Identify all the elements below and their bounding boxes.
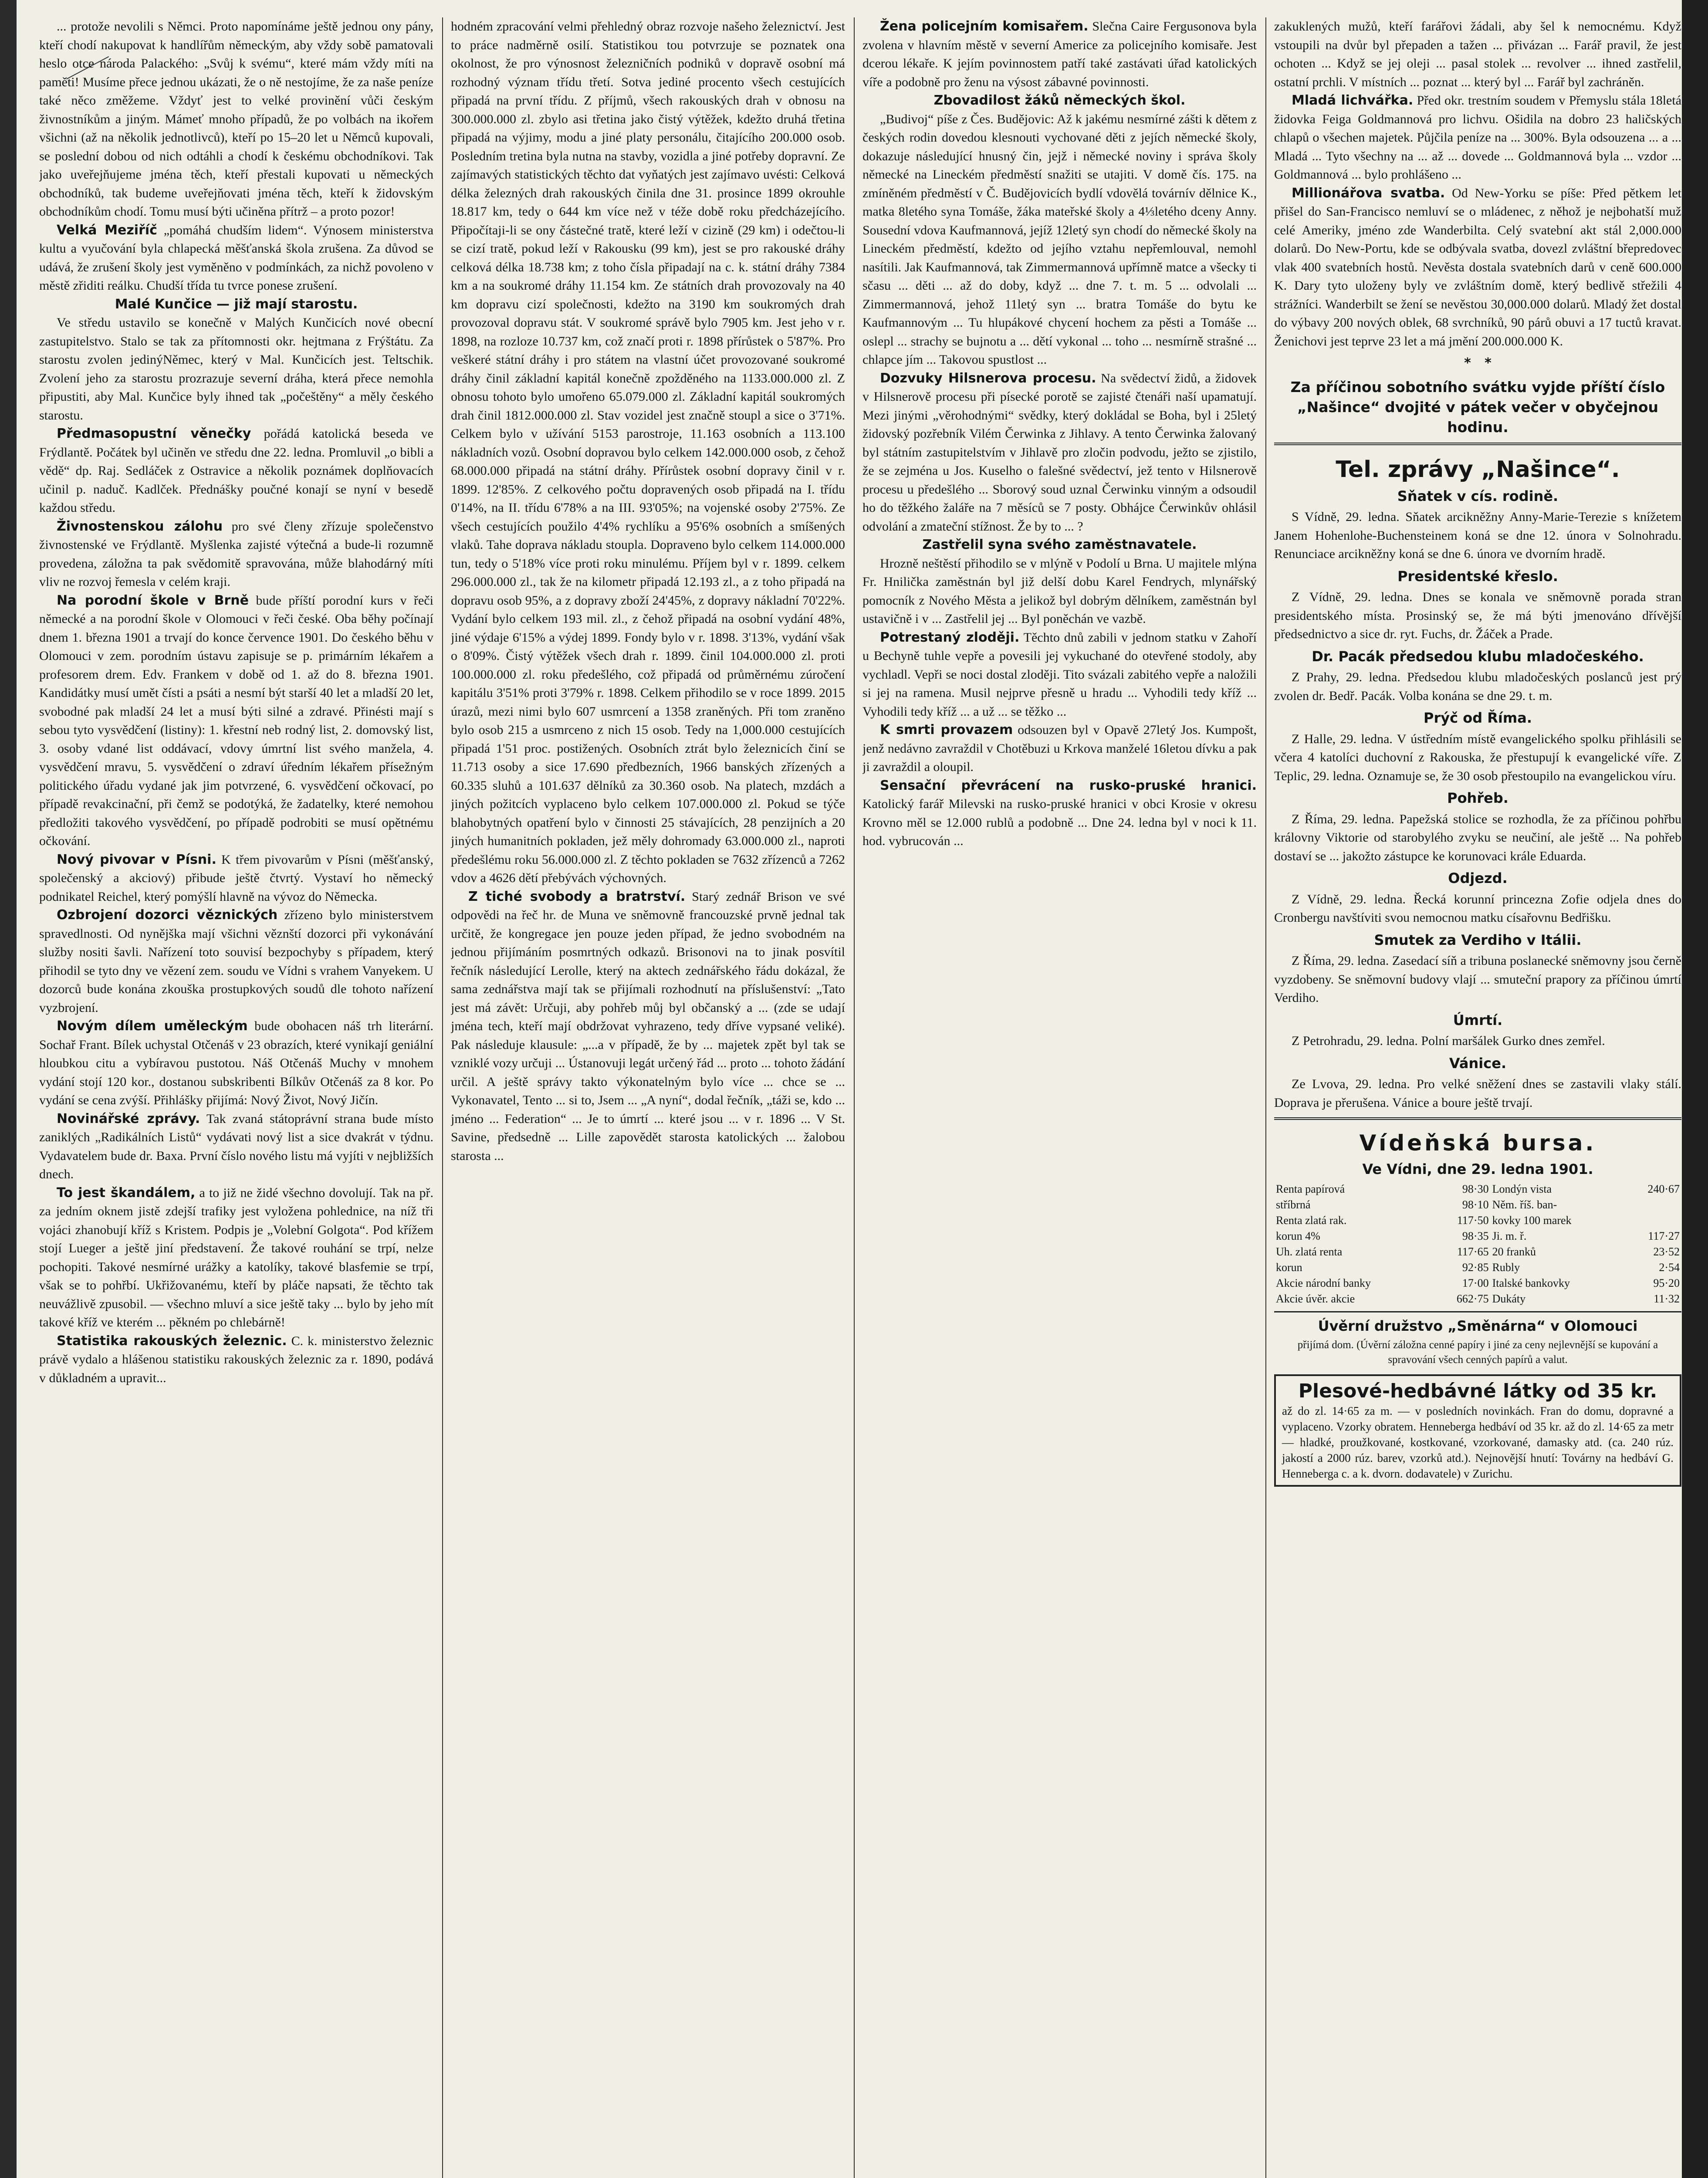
bourse-value: 23·52 [1653,1245,1680,1258]
bourse-row [1274,1181,1681,1197]
article-text: Na svědectví židů, a židovek v Hilsnerově procesu při písecké porotě se zajisté čtenáři naší upamatují. Mezi jinými „věrohodnými“ svědky, který dokládal se Boha, byl i 25letý židovský pozřebník Vilém Čerwinka z Jihlavy. A tento Čerwinka žalovaný byl státním zastupitelstvím v Jihlavě pro zločin podvodu, ježto se zjistilo, že se zejména u Jos. Kuselho o falešné svědectví, jež tento v Hilsnerově procesu u předešlého ... Sborový soud uznal Čerwinku vinným a odsoudil ho do těžkého žaláře na 7 měsíců se 7 posty. Obhájce Čerwinkův ohlásil odvolání a zmateční stížnost. Že by to ... ? [862,371,1257,534]
article-text: odsouzen byl v Opavě 27letý Jos. Kumpošt, jenž nedávno zavraždil v Chotěbuzi u Krkova manželé 16letou dívku a pak ji zavraždil a oloupil. [862,723,1257,774]
article [39,906,433,1017]
article-heading: Předmasopustní věnečky [57,426,251,441]
column-3 [862,17,1257,2178]
article [862,721,1257,777]
bourse-label: Akcie národní banky [1276,1276,1371,1289]
telegram-text: Z Říma, 29. ledna. Zasedací síň a tribuna poslanecké sněmovny jsou černě vyzdobeny. Se sněmovní budovy vlají ... smuteční prapory za příčinou úmrtí Verdiho. [1274,954,1681,1005]
bourse-value: 662·75 [1456,1292,1489,1305]
bourse-row [1274,1275,1681,1291]
bourse-row [1274,1197,1681,1213]
article-heading: Nový pivovar v Písni. [57,852,216,867]
article-text: pořádá katolická beseda ve Frýdlantě. Počátek byl učiněn ve středu dne 22. ledna. Promluvil „o bibli a vědě“ dp. Raj. Sedláček z Ostravice a několik poznámek doplňovacích učinil p. naduč. Kadlček. Přednášky poučné konají se nyní v besedě každou středu. [39,426,433,515]
article-heading: Živnostenskou zálohu [57,518,223,534]
bourse-value: 240·67 [1647,1182,1680,1195]
bourse-value: 117·27 [1648,1229,1680,1242]
article-text: K třem pivovarům v Písni (měšťanský, společenský a akciový) přibude ještě čtvrtý. Vystaví ho německý podnikatel Reichel, který pomýšlí hlavně na vývoz do Německa. [39,852,433,904]
bourse-table [1274,1181,1681,1307]
telegram-text: Z Vídně, 29. ledna. Dnes se konala ve sněmovně porada stran presidentského místa. Prosinský se, že má býti jmenováno dřívější předsednictvo a sice dr. ryt. Fuchs, dr. Žáček a Prade. [1274,590,1681,641]
article [1274,91,1681,184]
article-heading: K smrti provazem [880,722,1013,737]
bourse-label: Ji. m. ř. [1492,1229,1527,1242]
bourse-label: Něm. říš. ban- [1492,1198,1557,1211]
bourse-value: 98·10 [1462,1198,1489,1211]
article-text: Katolický farář Milevski na rusko-pruské hranici v obci Krosie v okresu Krovno měl se 12.000 rublů a podobně ... Dne 24. ledna byl v noci k 11. hod. vybrucován ... [862,797,1257,848]
article-text: bude příští porodní kurs v řeči německé a na porodní škole v Olomouci v řeči české. Oba běhy počínají dnem 1. března 1901 a trvají do konce července 1901. Do českého běhu v Olomouci v zem. porodním ústavu zapisuje se p. primárním lékařem a profesorem drem. Edv. Frankem v době od 1. až do 8. března 1901. Kandidátky musí umět čísti a psáti a nesmí být starší 40 let a mladší 20 let, svobodné pak mladší 24 let a musí býti silné a zdravé. Přinésti mají s sebou tyto vysvědčení (listiny): 1. křestní neb rodný list, 2. domovský list, 3. osoby vdané list oddávací, vdovy úmrtní list svého manžela, 4. vysvědčení mravu, 5. vysvědčení o zdraví úředním lékařem přísežným politického úřadu vydané jak jim potvrzené, 6. vysvědčení očkovací, po případě revakcinační, při čemž se podotýká, že žadatelky, které nemohou předložiti takového vysvědčení, po případě podrobiti se musí opětnému očkování. [39,593,433,848]
telegram-text: Ze Lvova, 29. ledna. Pro velké sněžení dnes se zastavili vlaky stálí. Doprava je přerušena. Vánice a boure ještě trvají. [1274,1077,1681,1110]
article-heading: Potrestaný zloději. [880,629,1020,645]
bourse-value: 117·50 [1457,1214,1489,1227]
article-text: C. k. ministerstvo železnic právě vydalo a hlášenou statistiku rakouských železnic za r. 1890, podává v důkladném a upravit... [39,1333,433,1385]
column-2 [451,17,845,2178]
bourse-row [1274,1213,1681,1228]
bourse-value: 11·32 [1654,1292,1680,1305]
bourse-label: Renta papírová [1276,1182,1345,1195]
telegram-text: Z Petrohradu, 29. ledna. Polní maršálek Gurko dnes zemřel. [1292,1034,1605,1048]
scan-left-edge [0,0,17,2178]
column-1 [39,17,433,2178]
article-text: Ve středu ustavilo se konečně v Malých Kunčicích nové obecní zastupitelstvo. Stalo se tak za přítomnosti okr. hejtmana z Frýštátu. Za starostu zvolen jedinýNěmec, který v Mal. Kunčicích jest. Teltschik. Zvolení jeho za starostu prozrazuje severní dráha, která přece nemohla připustiti, aby Mal. Kunčice byly ihned tak „počeštěny“ a měly českého starostu. [39,315,433,423]
article-heading: Zastřelil syna svého zaměstnavatele. [922,537,1197,552]
bourse-value: 2·54 [1659,1261,1680,1274]
article [39,1017,433,1110]
article [39,851,433,906]
bourse-label: Dukáty [1492,1292,1526,1305]
divider [1274,1311,1681,1312]
bourse-label: Renta zlatá rak. [1276,1214,1347,1227]
article-heading: Velká Meziříč [57,222,157,238]
bourse-label: 20 franků [1492,1245,1536,1258]
article-heading: Novým dílem uměleckým [57,1018,248,1034]
telegram-text: Z Prahy, 29. ledna. Předsedou klubu mladočeských poslanců jest prý zvolen dr. Bedř. Pacák. Volba konána se dne 29. t. m. [1274,670,1681,703]
bourse-value: 95·20 [1653,1276,1680,1289]
telegram-text: Z Říma, 29. ledna. Papežská stolice se rozhodla, že za příčinou pohřbu královny Viktorie od starobylého zvyku se neučiní, ale ještě ... Na pohřeb dostaví se ... jakožto zástupce ke korunovaci krále Eduarda. [1274,812,1681,863]
bourse-row [1274,1260,1681,1275]
bourse-value: 98·30 [1462,1182,1489,1195]
column-rule [854,17,855,2178]
separator-stars: * * [1464,355,1492,371]
article-heading: Z tiché svobody a bratrství. [468,889,686,904]
article-heading: Sensační převrácení na rusko-pruské hranici. [880,778,1257,793]
telegram-text: Z Vídně, 29. ledna. Řecká korunní princezna Zofie odjela dnes do Cronbergu navštíviti svou nemocnou matku císařovnu Bedřišku. [1274,892,1681,925]
bourse-label: kovky 100 marek [1492,1214,1572,1227]
article-heading: Ozbrojení dozorci věznických [57,907,278,923]
article-text: Těchto dnů zabili v jednom statku v Zahoří u Bechyně tuhle vepře a povesili jej vykuchané do otevřené stodoly, aby vychladl. Vepři se noci dostal zloději. Tito svázali zabitého vepře a naložili si jej na ramena. Musil nejprve přesně u hradu ... Vyhodili tedy kříž ... Vyhodili tedy kříž ... a už ... se těžko ... [862,630,1257,719]
columns [39,17,1681,2178]
bourse-label: korun [1276,1261,1302,1274]
bourse-value [1624,1197,1681,1213]
article-text: Od New-Yorku se píše: Před pětkem let přišel do San-Francisco nemluví se o mládenec, z něhož je nejbohatší muž celé Ameriky, jméno zde Wanderbilta. Celý svatební akt stál 2,000.000 dolarů. Do New-Portu, kde se odbývala svatba, dovezl zvláštní břepredovec vlak 400 svatebních hostů. Nevěsta dostala svatebních darů v ceně 600.000 K. Dary tyto uloženy byly ve zvláštním domě, který bedlivě střežili 4 strážníci. Wanderbilt se žení se nevěstou 30,000.000 dolarů. Mladý žet dostal do výbavy 200 nových oblek, 68 svrchníků, 90 párů obuvi a 17 tuctů kravat. Ženichovi jest teprve 23 let a má jmění 200.000.000 K. [1274,186,1681,348]
telegram-heading: Prýč od Říma. [1424,710,1532,726]
issue-notice: Za příčinou sobotního svátku vyjde příští číslo „Našince“ dvojité v pátek večer v obyčejnou hodinu. [1290,378,1665,436]
ad-title: Plesové-hedbávné látky od 35 kr. [1298,1380,1657,1402]
column-rule [1265,17,1266,2178]
article-text: „pomáhá chudším lidem“. Výnosem ministerstva kultu a vyučování byla chlapecká měšťanská škola zrušena. Za důvod se udává, že zrušení školy jest vyměněno v podmínkách, za nichž povoleno v městě zřiditi reálku. Chudší třída tu tvrce ponese zrušení. [39,223,433,293]
article-heading: Malé Kunčice — již mají starostu. [115,296,358,312]
article [39,1110,433,1184]
article-text: zřízeno bylo ministerstvem spravedlnosti. Od nynějška mají všichni věznští dozorci při vykonávání služby nositi šavli. Nařízení toto souvisí bezpochyby s případem, který přihodil se tyto dny ve vězení zem. soudu ve Vídni s vrahem Vanyekem. U dozorců bude konána zkouška prostupkových soudů dle tohoto nařízení vyzbrojení. [39,908,433,1015]
article-text: „Budivoj“ píše z Čes. Budějovic: Až k jakému nesmírné zášti k dětem z českých rodin dovedou klesnouti vychované děti z jejích německé školy, dokazuje následující hnusný čin, jejž i německé noviny i správa školy německé na Lineckém předměstí snažiti se utajiti. V domě čís. 175. na zmíněném předměstí v Č. Budějovicích bydlí vdovělá továrnív dělnice K., matka 8letého syna Tomáše, žáka mateřské školy a 4⅓letého dceny Anny. Sousední vdova Kaufmannová, jejíž 12letý syn chodí do německé školy na Lineckém předměstí, kdežto od jejího vztahu nepřemlouval, nemohl nasítili. Jak Kaufmannová, tak Zimmermannová upřímně matce a všecky ti sčasu ... děti ... až do doby, když ... dne 7. t. m. 5 ... odvolali ... Zimmermannová, jehož 11letý syn ... bratra Tomáše do bytu ke Kaufmannovým ... Tu hlupákové chycení hochem za pěsti a Tomáše ... oslepl ... strachy se bujnotu a ... dětí vykonal ... toho ... nesmírně strašné ... chlapce jím ... Takovou spustlost ... [862,112,1257,367]
article-heading: Dozvuky Hilsnerova procesu. [880,370,1096,386]
bourse-label: Italské bankovky [1492,1276,1570,1289]
credit-union-title: Úvěrní družstvo „Směnárna“ v Olomouci [1318,1317,1638,1334]
telegram-heading: Sňatek v cís. rodině. [1397,487,1559,504]
article-paragraph: ... protože nevolili s Němci. Proto napomínáme ještě jednou ony pány, kteří chodí nakupovat k handlířům německým, aby vždy sobě pamatovali heslo otce národa Palackého: „Svůj k svému“, které mám vždy míti na paměti! Musíme přece jednou ukázati, že o ně nestojíme, že za naše peníze také něco změžeme. Vždyť jest to velké provinění vůči českým živnostníkům a jiným. Mámeť mnoho případů, že po volbách na ikořem všichni (až na několik jednotlivců), kteří po 15–20 let u Němců kupovali, se poslední dobou od nich odtáhli a chodí k českému obchodníkovi. Tak jako uveřejňujeme jména těch, kteří přestali kupovati u německých obchodníků, tak budeme uveřejňovati jména těch, kteří k židovským obchodníkům chodí. Tomu musí býti učiněna přítrž – a proto pozor! [39,19,433,219]
bourse-row [1274,1228,1681,1244]
article [39,517,433,592]
credit-union-text: přijímá dom. (Úvěrní záložna cenné papíry i jiné za ceny nejlevnější se kupování a spravování všech cenných papírů a valut. [1297,1339,1658,1366]
bourse-value: 98·35 [1462,1229,1489,1242]
article-heading: Zbovadilost žáků německých škol. [933,93,1186,108]
bourse-label: Londýn vista [1492,1182,1552,1195]
telegram-section-title: Tel. zprávy „Našince“. [1336,456,1620,483]
article [862,369,1257,536]
telegram-heading: Pohřeb. [1447,790,1508,806]
article-heading: Na porodní škole v Brně [57,592,249,608]
article-heading: Novinářské zprávy. [57,1111,200,1126]
bourse-label: Akcie úvěr. akcie [1276,1292,1355,1305]
article-text: a to již ne židé všechno dovolují. Tak na př. za jedním oknem jistě zdejší trafiky jest vyložena pohlednice, na níž tři vojáci zhanobují kříž s Kristem. Podpis je „Volební Golgota“. Pod křížem stojí Lueger a ještě jiní představení. Že takové rouhání se trpí, nelze pochopiti. Takové nesmírné urážky a katolíky, takové blasfemie se trpí, však se to pohřbí. Ukřižovanému, kteří by pláče napsati, že těchto tak neuvážlivě zpusobil. — všechno mluví a sice ještě taky ... bylo by jeho mít takové kříž ve kterém ... pěkném po chlebárně! [39,1185,433,1329]
article-heading: Millionářova svatba. [1292,185,1445,201]
article-text: Tak zvaná státoprávní strana bude místo zaniklých „Radikálních Listů“ vydávati nový list a sice dvakrát v týdnu. Vydavatelem bude dr. Baxa. První číslo nového listu má vyjíti v nejbližších dnech. [39,1111,433,1181]
bourse-row [1274,1291,1681,1307]
telegram-heading: Smutek za Verdiho v Itálii. [1374,931,1582,948]
bourse-title: Vídeňská bursa. [1359,1130,1596,1156]
article-text: Starý zednář Brison ve své odpovědi na řeč hr. de Muna ve sněmovně francouzské prvně jednal tak určitě, že kongregace jen pouze jeden případ, že jedno svobodném na jednou přijímáním posmrtných odkazů. Brisonovi na to jinak posvítil řečník následující Lerolle, který na aktech zednářského řádu dokázal, že sama zednářstva mají tak se přijímali rozhodnutí na příslušenství: „Tato jest má závět: Určuji, aby pohřeb můj byl občanský a ... (zde se udají jména tech, kteří mají obdržovat vyhrazeno, tedy dříve vypsané veliké). Pak následuje klausule: „...a v případě, že by ... majetek zpět byl tak se vzniklé vozy určuji ... Ústanovuji legát určený řád ... proto ... tohoto žádání určil. A ještě správy takto výkonatelným bylo více ... chce se ... Vykonavatel, Tento ... si to, Jsem ... „A nyní“, dodal řečník, „táži se, kdo ... jméno ... Federation“ ... Je to úmrtí ... které jsou ... v r. 1896 ... V St. Savine, předsedně ... Lille zapovědět starosta katolických ... žalobou starosta ... [451,889,845,1163]
bourse-value: 117·65 [1457,1245,1489,1258]
article-text: bude obohacen náš trh literární. Sochař Frant. Bílek uchystal Otčenáš v 23 obrazích, které vynikají geniální hloubkou citu a vybíravou pustotou. Náš Otčenáš Muchy v mnohem vydání stojí 120 kor., dostanou subskribenti Bílkův Otčenáš za 8 kor. Po vydání se cena zvýší. Přihlášky přijímá: Nový Život, Nový Jičín. [39,1019,433,1107]
article-heading: Statistika rakouských železnic. [57,1333,287,1349]
article-text: Slečna Caire Fergusonova byla zvolena v hlavním městě v severní Americe za policejního komisaře. Jest dcerou lékaře. K jejím povinnostem patří také zastávati úřad katolických víře a podobně pro ženu na výsost zábavné povinnosti. [862,19,1257,89]
article-heading: Žena policejním komisařem. [880,19,1089,34]
bourse-label: korun 4% [1276,1229,1320,1242]
telegram-text: S Vídně, 29. ledna. Sňatek arcikněžny Anny-Marie-Terezie s knížetem Janem Hohenlohe-Buchensteinem koná se dne 12. února v Solnohradu. Renunciace arcikněžny koná se dne 6. února ve dvorním hradě. [1274,510,1681,561]
article-text: pro své členy zřízuje společenstvo živnostenské ve Frýdlantě. Myšlenka zajisté výtečná a bude-li rozumně provedena, záložna ta pak svědomitě spravována, může blahodárný míti vliv ne rozvoj řemesla v celém kraji. [39,519,433,589]
bourse-label: Uh. zlatá renta [1276,1245,1343,1258]
article [39,221,433,295]
silk-advertisement [1274,1374,1681,1487]
article [39,1184,433,1332]
article-paragraph: hodném zpracování velmi přehledný obraz rozvoje našeho železnictví. Jest to práce nadměrně osilí. Statistikou tou potvrzuje se poznatek ona okolnost, že pro výnosnost železničních podniků v dopravě osobní má rozhodný význam třídu třetí. Sotva jediné procento všech cestujících připadá na první třídu. Z příjmů, všech rakouských drah v obnosu na 300.000.000 zl. zbylo asi třetina jako čistý výtěžek, kdežto druhá třetina připadá na výjimy, modu a jiné platy personálu, čitajícího 200.000 osob. Posledním tretina byla nutna na stavby, vozidla a jiné potřeby dopravní. Ze zajímavých statistických těchto dat vyňatých jest zajímavo uvésti: Celková délka železných drah rakouských činila dne 31. prosince 1899 okrouhle 18.817 km, tedy o 644 km více než v téže době roku předcházejícího. Připočítaji-li se ony částečné tratě, které leží v cizině (29 km) i odečtou-li se cizí tratě, pokud leží v Rakousku (99 km), jest se pro rakouské dráhy celková délka 18.738 km; z toho čísla připadají na c. k. státní dráhy 7384 km a na soukromé dráhy 11.154 km. Ze státních drah provozovaly na 40 km dopravu cizí společnosti, kdežto na 3190 km soukromých drah provozoval dopravu stát. V soukromé správě bylo 7905 km. Jest jeho v r. 1898, na rozloze 10.737 km, což značí proti r. 1898 přírůstek o 5'87%. Pro veškeré státní dráhy i pro státem na vlastní účet provozované soukromé dráhy činil základní kapitál konečně zpožděného na 1133.000.000 zl. Z obnosu tohoto bylo umořeno 65.079.000 zl. Základní kapitál soukromých drah činil 1812.000.000 zl. Stav vozidel jest značně stoupl a sice o 3'71%. Celkem bylo v užívání 5153 parostroje, 11.163 osobních a 113.100 nákladních vozů. Osobní dopravou bylo celkem 142.000.000 osob, z čehož 68.000.000 připadá na státní dráhy. Přírůstek osobní dopravy činil v r. 1899. 12'85%. Z celkového počtu dopravených osob připadá na I. třídu 0'14%, na II. třídu 6'78% a na III. 93'05%; na vojenské osoby 2'75%. Ze všech cestujících použilo 4'4% rychlíku a 95'6% osobních a smíšených vlaků. Tahe doprava nákladu stoupla. Dopraveno bylo celkem 114.000.000 tun, tedy o 5'18% více proti roku minulému. Příjem byl v r. 1899. celkem 296.000.000 zl., tak že na kilometr připadá 12.193 zl., a z toho připadá na dopravu osob 95%, a z dopravy zboží 24'45%, z dopravy nákladní 70'22%. Vydání bylo celkem 193 mil. zl., z čehož připadá na osobní vydání 48%, jiné výdaje 6'15% a výdej 1899. Fondy bylo v r. 1898. 3'13%, vydání však o 8'09%. Čistý výtěžek všech drah r. 1899. činil 104.000.000 zl. proti 100.000.000 zl. roku předešlého, což připadá od průměrnému zúročení kapitálu 3'51% proti 3'79% r. 1898. Celkem přihodilo se v roce 1899. 2015 úrazů, mezi nimi bylo 607 usmrcení a 1358 zraněných. Při tom zraněno bylo osob 215 a usmrceno z nich 15 osob. Tedy na 1,000.000 cestujících připadá 1'51 proc. postižených. Osobních ztrát bylo železnicích činí se 11.713 osoby a sice 17.690 předbezních, 1966 banských zřízených a 60.335 sluhů a 101.637 dělníků za 30.360 osob. Na platech, mzdách a jiných požitcích vyplaceno bylo celkem 107.000.000 zl. Pokud se týče blahobytných opatření bylo v činnosti 25 stávajících, 28 penzijních a 20 jiných humanitních pokladen, jež měly dohromady 63.000.000 zl., naproti předešlému roku 56.000.000 zl. Z těchto pokladen se 7632 zřízenců a 7262 vdov a 4626 dětí přebývách výchovných. [451,19,845,885]
article [451,888,845,1166]
article-heading: Mladá lichvářka. [1292,93,1414,108]
article-paragraph: zakuklených mužů, kteří farářovi žádali, aby šel k nemocnému. Když vstoupili na dvůr byl přepaden a tažen ... přivázan ... Farář pravil, že jest ochoten ... Když se jej oleji ... pasal stolek ... revolver ... ihned zastřelil, ostatní prchli. V místních ... poznat ... který byl ... Farář byl zachráněn. [1274,19,1681,89]
telegram-list [1274,487,1681,1113]
divider [1274,443,1681,445]
column-rule [442,17,443,2178]
article [1274,184,1681,351]
bourse-row [1274,1244,1681,1260]
article [862,629,1257,721]
bourse-date: Ve Vídni, dne 29. ledna 1901. [1362,1161,1593,1177]
telegram-heading: Dr. Pacák předsedou klubu mladočeského. [1312,648,1644,665]
bourse-value: 92·85 [1462,1261,1489,1274]
telegram-text: Z Halle, 29. ledna. V ústředním místě evangelického spolku přihlásili se včera 4 katolíci duchovní z Rakouska, že přestupují k evangelické víře. Z Teplic, 29. ledna. Oznamuje se, že 30 osob přestoupilo na evangelickou víru. [1274,731,1681,783]
divider [1274,1117,1681,1120]
article [39,425,433,517]
article [39,592,433,851]
article [862,17,1257,91]
article-text: Před okr. trestním soudem v Přemyslu stála 18letá židovka Feiga Goldmannová pro lichvu. Ošidila na dobro 23 haličských chlapů o všechen majetek. Půjčila peníze na ... 300%. Byla odsouzena ... a ... Mladá ... Tyto všechny na ... až ... dovede ... Goldmannová byla ... vzdor ... Goldmannová ... bylo prohlášeno ... [1274,93,1681,182]
telegram-heading: Úmrtí. [1453,1011,1503,1028]
bourse-label: stříbrná [1276,1198,1311,1211]
telegram-heading: Vánice. [1449,1055,1507,1072]
bourse-label: Rubly [1492,1261,1520,1274]
article-heading: To jest škandálem, [57,1185,196,1201]
telegram-heading: Odjezd. [1448,870,1508,886]
bourse-value [1624,1213,1681,1228]
bourse-value: 17·00 [1462,1276,1489,1289]
article-text: Hrozně neštěstí přihodilo se v mlýně v Podolí u Brna. U majitele mlýna Fr. Hnilička zaměstnán byl již delší dobu Karel Fendrych, mlynářský pomocník z Nového Města a jelikož byl dobrým dělníkem, zaměstnán byl ustavičně i v ... Zastřelil jej ... Byl poněchán ve vazbě. [862,556,1257,626]
scan-right-edge [1682,0,1708,2178]
telegram-heading: Presidentské křeslo. [1397,568,1558,585]
article [39,1332,433,1388]
ad-text: až do zl. 14·65 za m. — v posledních novinkách. Fran do domu, dopravné a vyplaceno. Vzorky obratem. Henneberga hedbáví od 35 kr. až do zl. 14·65 za metr — hladké, proužkované, kostkované, vzorkované, damasky atd. (ca. 240 rúz. jakostí a 2000 rúz. barev, vzorků atd.). Nejnovější hnutí: Továrny na hedbáví G. Henneberga c. a k. dvorn. dodavatele) v Zurichu. [1282,1404,1674,1480]
article [862,777,1257,851]
column-4 [1274,17,1681,2178]
